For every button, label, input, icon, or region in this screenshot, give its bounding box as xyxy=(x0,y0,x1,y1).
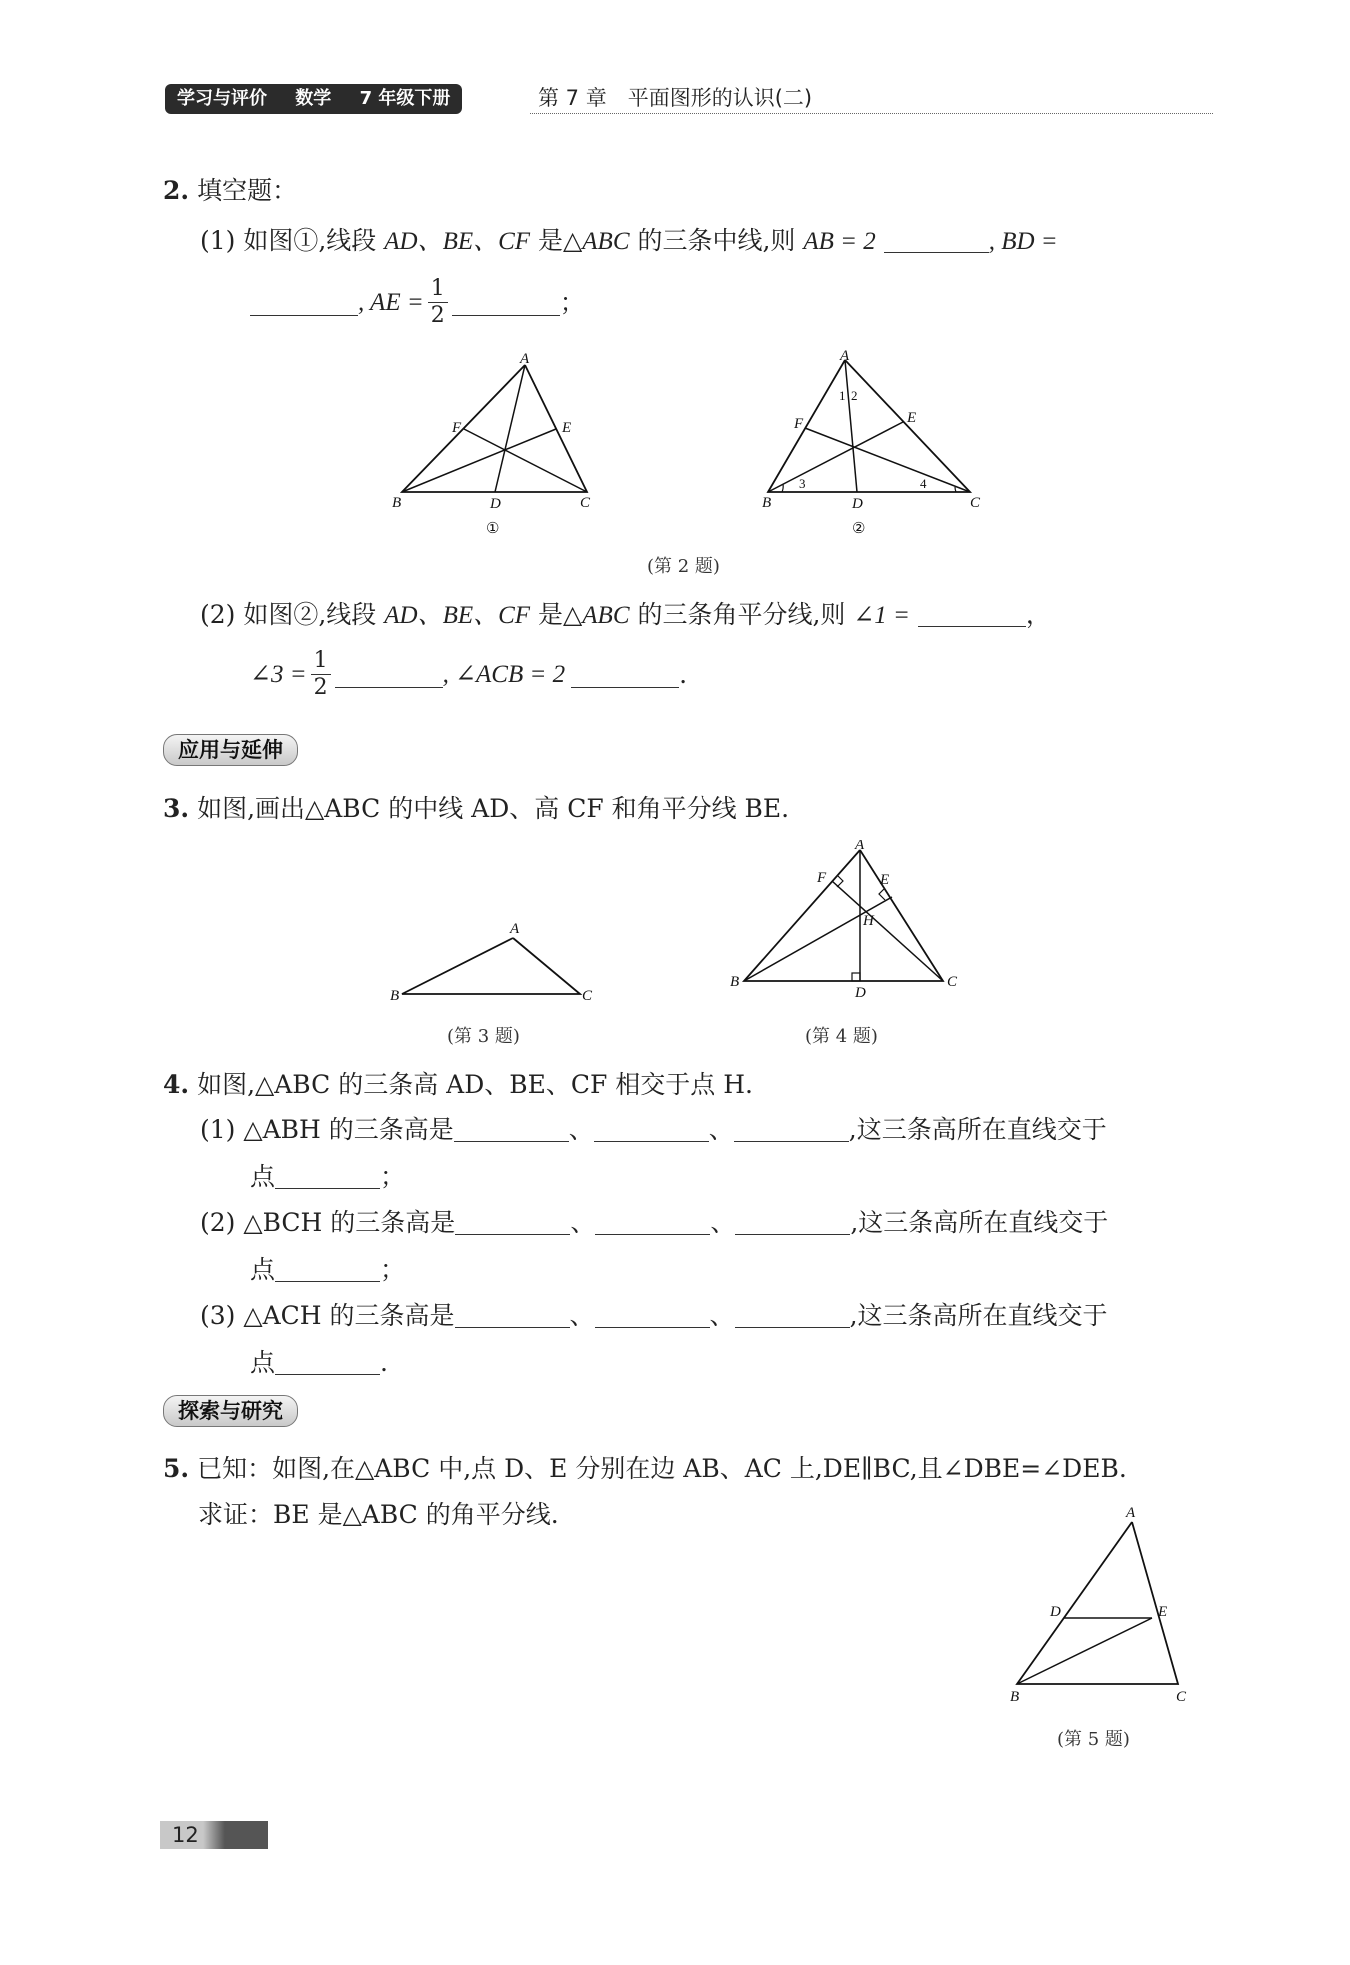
svg-text:D: D xyxy=(1050,1604,1061,1620)
svg-text:A: A xyxy=(855,840,865,853)
q4-part2-line2: 点 ； xyxy=(250,1255,406,1284)
svg-text:A: A xyxy=(1126,1505,1136,1521)
svg-text:B: B xyxy=(1010,1689,1020,1705)
q2-part1-line2: , AE = $\frac{1}{2}$ ； xyxy=(250,276,585,329)
blank-answer[interactable] xyxy=(275,1348,380,1375)
figure-label: ② xyxy=(852,521,866,537)
question-4: 4. 如图,△ABC 的三条高 AD、BE、CF 相交于点 H. xyxy=(163,1070,753,1099)
blank-answer[interactable] xyxy=(735,1208,850,1235)
figure-5-triangle xyxy=(1000,1500,1220,1720)
svg-text:B: B xyxy=(392,495,402,511)
svg-text:C: C xyxy=(970,495,981,511)
q2-part1-line1: (1) 如图①,线段 AD、BE、CF 是△ABC 的三条中线,则 AB = 2 , BD = xyxy=(200,226,1058,255)
svg-text:E: E xyxy=(562,420,572,436)
q2-part2-line2: ∠3 = $\frac{1}{2}$ , ∠ACB = 2 . xyxy=(250,648,688,700)
badge-item: 7 年级下册 xyxy=(359,88,451,109)
svg-text:D: D xyxy=(855,985,866,1000)
blank-answer[interactable] xyxy=(455,1208,570,1235)
book-title-badge xyxy=(165,84,462,114)
q4-part1-line2: 点 ； xyxy=(250,1162,406,1191)
figure-2-angle-bisectors xyxy=(762,350,981,537)
q4-part3-line2: 点 . xyxy=(250,1348,388,1377)
blank-answer[interactable] xyxy=(918,600,1026,627)
svg-text:F: F xyxy=(452,420,462,436)
q3-figure-caption: (第 3 题) xyxy=(447,1026,520,1047)
svg-text:B: B xyxy=(390,988,400,1004)
q4-part2-line1: (2) △BCH 的三条高是 、 、 ,这三条高所在直线交于 xyxy=(200,1208,1109,1237)
svg-text:2: 2 xyxy=(851,388,858,403)
section-badge-application: 应用与延伸 xyxy=(163,734,298,766)
blank-answer[interactable] xyxy=(454,1115,569,1142)
blank-answer[interactable] xyxy=(571,661,679,688)
svg-text:A: A xyxy=(840,350,850,364)
figure-4-altitudes xyxy=(725,840,985,1000)
blank-answer[interactable] xyxy=(250,289,358,316)
blank-answer[interactable] xyxy=(275,1255,380,1282)
q2-part2-line1: (2) 如图②,线段 AD、BE、CF 是△ABC 的三条角平分线,则 ∠1 = ， xyxy=(200,600,1051,629)
svg-text:D: D xyxy=(852,496,863,512)
blank-answer[interactable] xyxy=(594,1115,709,1142)
svg-text:B: B xyxy=(730,974,740,990)
blank-answer[interactable] xyxy=(595,1301,710,1328)
blank-answer[interactable] xyxy=(735,1301,850,1328)
blank-answer[interactable] xyxy=(734,1115,849,1142)
svg-text:F: F xyxy=(817,870,827,886)
section-badge-exploration: 探索与研究 xyxy=(163,1395,298,1427)
svg-text:C: C xyxy=(582,988,593,1004)
blank-answer[interactable] xyxy=(455,1301,570,1328)
svg-text:B: B xyxy=(762,495,772,511)
blank-answer[interactable] xyxy=(335,661,443,688)
svg-text:1: 1 xyxy=(839,388,846,403)
svg-text:C: C xyxy=(1176,1689,1187,1705)
svg-text:D: D xyxy=(490,496,501,512)
blank-answer[interactable] xyxy=(452,289,560,316)
figure-label: ① xyxy=(486,521,500,537)
svg-text:E: E xyxy=(907,410,917,426)
svg-text:E: E xyxy=(1158,1604,1168,1620)
svg-text:A: A xyxy=(520,351,530,367)
question-3: 3. 如图,画出△ABC 的中线 AD、高 CF 和角平分线 BE. xyxy=(163,794,790,823)
page-number: 12 xyxy=(172,1823,199,1847)
q4-figure-caption: (第 4 题) xyxy=(805,1026,878,1047)
q2-figures xyxy=(380,350,1000,550)
svg-text:C: C xyxy=(947,974,958,990)
blank-answer[interactable] xyxy=(595,1208,710,1235)
svg-text:F: F xyxy=(794,416,804,432)
fraction-one-half: $\frac{1}{2}$ xyxy=(311,648,331,701)
svg-text:4: 4 xyxy=(920,476,927,491)
chapter-title: 第 7 章 平面图形的认识(二) xyxy=(538,86,813,110)
fraction-one-half: $\frac{1}{2}$ xyxy=(428,276,448,329)
badge-item: 学习与评价 xyxy=(177,88,267,109)
figure-1-medians xyxy=(392,351,591,537)
figure-3-triangle xyxy=(390,921,593,1004)
blank-answer[interactable] xyxy=(884,226,989,253)
svg-text:A: A xyxy=(510,921,520,937)
svg-text:C: C xyxy=(580,495,591,511)
q2-figure-caption: (第 2 题) xyxy=(647,556,720,577)
q5-figure-caption: (第 5 题) xyxy=(1057,1729,1130,1750)
q4-part3-line1: (3) △ACH 的三条高是 、 、 ,这三条高所在直线交于 xyxy=(200,1301,1108,1330)
question-5-line2: 求证：BE 是△ABC 的角平分线. xyxy=(198,1500,559,1529)
svg-text:E: E xyxy=(880,872,890,888)
question-5-line1: 5. 已知：如图,在△ABC 中,点 D、E 分别在边 AB、AC 上,DE∥BC,且∠DBE=∠DEB. xyxy=(163,1454,1127,1483)
blank-answer[interactable] xyxy=(275,1162,380,1189)
q4-part1-line1: (1) △ABH 的三条高是 、 、 ,这三条高所在直线交于 xyxy=(200,1115,1107,1144)
svg-text:3: 3 xyxy=(799,476,806,491)
question-2-heading: 2. 填空题： xyxy=(163,176,298,205)
svg-text:H: H xyxy=(863,913,874,929)
badge-item: 数学 xyxy=(295,88,332,109)
header-divider xyxy=(530,113,1213,114)
